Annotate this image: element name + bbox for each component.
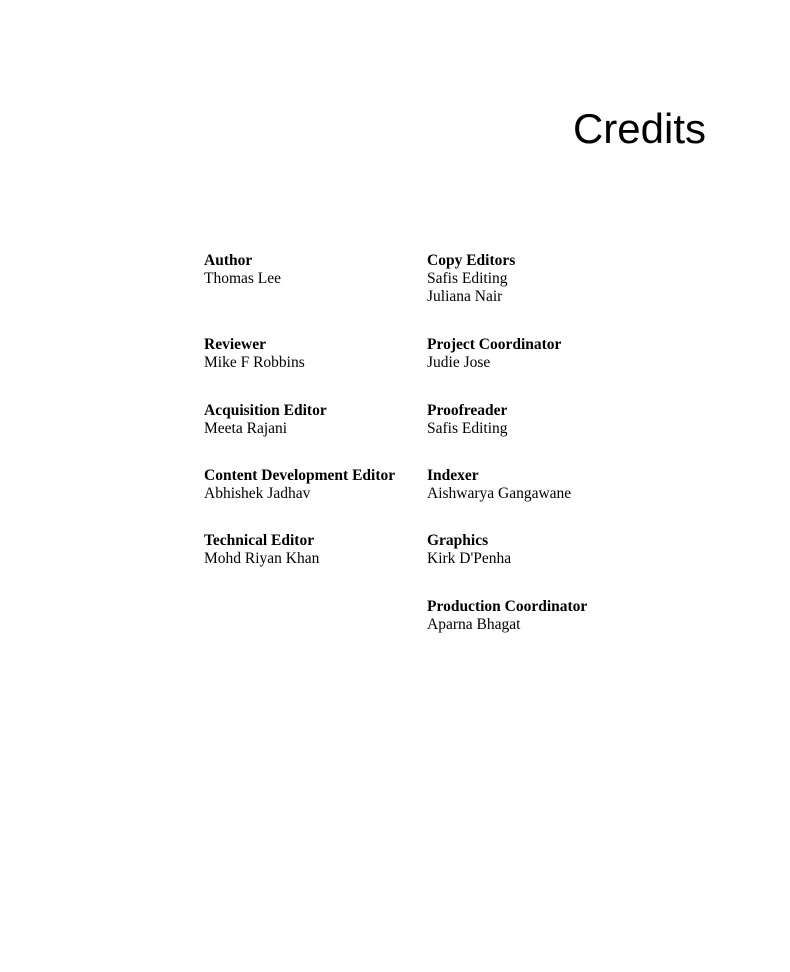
credit-production-coordinator: [427, 598, 587, 634]
credit-role: Reviewer: [204, 336, 266, 353]
credit-name: Aishwarya Gangawane: [427, 485, 572, 502]
credit-role: Technical Editor: [204, 532, 315, 549]
credit-copy-editors: [427, 252, 515, 306]
page-title: Credits: [572, 105, 706, 152]
credit-name: Thomas Lee: [204, 270, 282, 287]
credit-role: Project Coordinator: [427, 336, 562, 353]
credit-role: Production Coordinator: [427, 598, 588, 615]
credit-name: Safis Editing: [427, 420, 508, 437]
credit-author: [204, 252, 281, 288]
credit-name: Mike F Robbins: [204, 354, 305, 371]
credit-role: Copy Editors: [427, 252, 516, 269]
credit-name: Judie Jose: [427, 354, 491, 371]
credit-role: Indexer: [427, 467, 479, 484]
credit-name: Kirk D'Penha: [427, 550, 512, 567]
credit-role: Proofreader: [427, 402, 508, 419]
credit-technical-editor: [204, 532, 319, 568]
credit-content-development-editor: [204, 467, 395, 503]
credit-name: Abhishek Jadhav: [204, 485, 311, 502]
credit-name: Safis Editing: [427, 270, 508, 287]
credit-name: Meeta Rajani: [204, 420, 288, 437]
credit-name: Mohd Riyan Khan: [204, 550, 320, 567]
credit-graphics: [427, 532, 511, 568]
credit-name: Aparna Bhagat: [427, 616, 521, 633]
credit-acquisition-editor: [204, 402, 327, 438]
credit-project-coordinator: [427, 336, 561, 372]
credit-name: Juliana Nair: [427, 288, 503, 305]
credit-role: Acquisition Editor: [204, 402, 327, 419]
credit-role: Content Development Editor: [204, 467, 396, 484]
credit-proofreader: [427, 402, 508, 438]
credit-reviewer: [204, 336, 305, 372]
credit-role: Author: [204, 252, 253, 269]
credit-indexer: [427, 467, 571, 503]
credit-role: Graphics: [427, 532, 489, 549]
